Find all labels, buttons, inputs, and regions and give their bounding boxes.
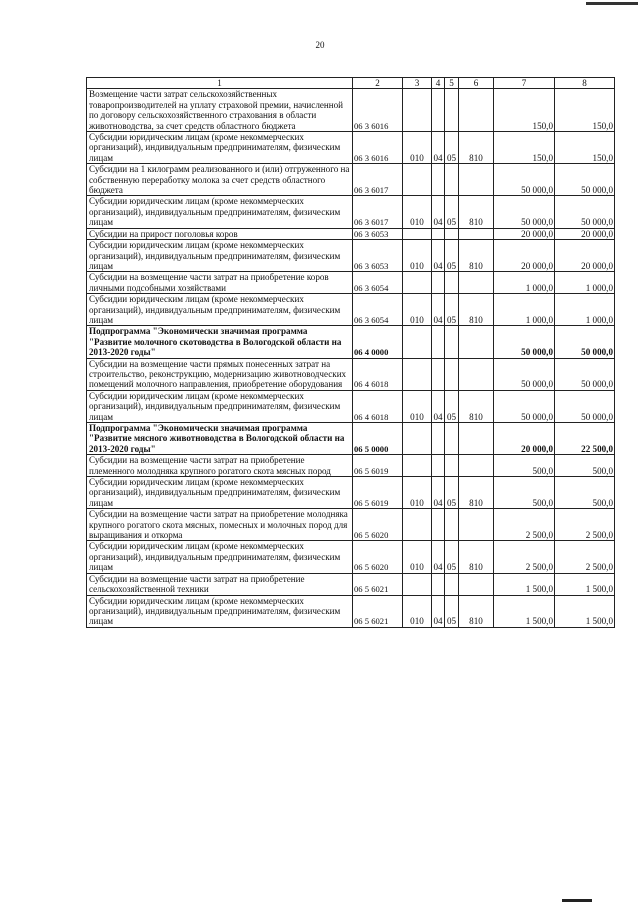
table-row — [87, 595, 615, 627]
row-name: Субсидии на возмещение части затрат на приобретение сельскохозяйственной техники — [87, 573, 353, 595]
table-row — [87, 240, 615, 272]
ministry-code: 010 — [403, 595, 432, 627]
amount-2013: 2 500,0 — [494, 509, 555, 541]
subsection-code — [445, 423, 459, 455]
ministry-code — [403, 272, 432, 294]
row-name: Субсидии на возмещение части затрат на приобретение племенного молодняка крупного рогатого скота мясных пород — [87, 455, 353, 477]
subsection-code — [445, 89, 459, 132]
budget-code: 06 3 6017 — [353, 196, 403, 228]
ministry-code — [403, 423, 432, 455]
table-row — [87, 509, 615, 541]
expense-type-code — [459, 423, 494, 455]
scan-edge-mark — [562, 899, 592, 902]
expense-type-code — [459, 455, 494, 477]
table-row — [87, 132, 615, 164]
subsection-code — [445, 573, 459, 595]
table-row — [87, 294, 615, 326]
subsection-code — [445, 164, 459, 196]
amount-2014: 2 500,0 — [555, 541, 615, 573]
subsection-code: 05 — [445, 132, 459, 164]
amount-2013: 50 000,0 — [494, 390, 555, 422]
header-cell: 1 — [87, 78, 353, 89]
budget-code: 06 5 6019 — [353, 477, 403, 509]
budget-code: 06 3 6053 — [353, 240, 403, 272]
row-name: Возмещение части затрат сельскохозяйственных товаропроизводителей на уплату страховой премии, начисленной по договору сельскохозяйственного страхования в области животноводства, за счет средств областного бюджета — [87, 89, 353, 132]
ministry-code — [403, 228, 432, 239]
expense-type-code: 810 — [459, 595, 494, 627]
amount-2014: 150,0 — [555, 89, 615, 132]
section-code — [432, 228, 445, 239]
budget-code: 06 5 6020 — [353, 541, 403, 573]
budget-code: 06 5 6020 — [353, 509, 403, 541]
amount-2013: 50 000,0 — [494, 196, 555, 228]
expense-type-code — [459, 509, 494, 541]
page-number: 20 — [315, 40, 325, 50]
amount-2014: 150,0 — [555, 132, 615, 164]
row-name: Субсидии юридическим лицам (кроме некоммерческих организаций), индивидуальным предпринимателям, физическим лицам — [87, 541, 353, 573]
section-code — [432, 89, 445, 132]
section-code — [432, 326, 445, 358]
amount-2013: 50 000,0 — [494, 358, 555, 390]
budget-code: 06 5 6019 — [353, 455, 403, 477]
subsection-code — [445, 272, 459, 294]
amount-2013: 50 000,0 — [494, 164, 555, 196]
amount-2014: 50 000,0 — [555, 196, 615, 228]
amount-2014: 1 500,0 — [555, 595, 615, 627]
ministry-code — [403, 455, 432, 477]
section-code: 04 — [432, 541, 445, 573]
amount-2013: 500,0 — [494, 455, 555, 477]
subsection-code: 05 — [445, 240, 459, 272]
amount-2013: 150,0 — [494, 132, 555, 164]
expense-type-code — [459, 228, 494, 239]
expense-type-code: 810 — [459, 294, 494, 326]
ministry-code: 010 — [403, 196, 432, 228]
budget-code: 06 4 6018 — [353, 358, 403, 390]
row-name: Субсидии юридическим лицам (кроме некоммерческих организаций), индивидуальным предпринимателям, физическим лицам — [87, 477, 353, 509]
subsection-code: 05 — [445, 595, 459, 627]
budget-code: 06 5 6021 — [353, 573, 403, 595]
amount-2013: 20 000,0 — [494, 228, 555, 239]
budget-code: 06 3 6016 — [353, 89, 403, 132]
table-row — [87, 164, 615, 196]
section-code: 04 — [432, 294, 445, 326]
amount-2014: 500,0 — [555, 455, 615, 477]
table-row — [87, 272, 615, 294]
amount-2014: 2 500,0 — [555, 509, 615, 541]
ministry-code: 010 — [403, 132, 432, 164]
ministry-code: 010 — [403, 240, 432, 272]
section-code — [432, 509, 445, 541]
subsection-code — [445, 358, 459, 390]
table-row — [87, 89, 615, 132]
budget-code: 06 4 0000 — [353, 326, 403, 358]
amount-2014: 50 000,0 — [555, 390, 615, 422]
expense-type-code — [459, 164, 494, 196]
table-row — [87, 358, 615, 390]
expense-type-code: 810 — [459, 196, 494, 228]
row-name: Субсидии юридическим лицам (кроме некоммерческих организаций), индивидуальным предпринимателям, физическим лицам — [87, 595, 353, 627]
expense-type-code — [459, 326, 494, 358]
expense-type-code: 810 — [459, 541, 494, 573]
budget-code: 06 3 6017 — [353, 164, 403, 196]
budget-code: 06 3 6053 — [353, 228, 403, 239]
subsection-code — [445, 228, 459, 239]
amount-2014: 22 500,0 — [555, 423, 615, 455]
table-row — [87, 390, 615, 422]
section-code — [432, 358, 445, 390]
amount-2014: 1 000,0 — [555, 294, 615, 326]
budget-table — [86, 77, 615, 628]
row-name: Субсидии юридическим лицам (кроме некоммерческих организаций), индивидуальным предпринимателям, физическим лицам — [87, 196, 353, 228]
header-cell: 8 — [555, 78, 615, 89]
table-row — [87, 326, 615, 358]
expense-type-code: 810 — [459, 390, 494, 422]
amount-2013: 2 500,0 — [494, 541, 555, 573]
amount-2013: 150,0 — [494, 89, 555, 132]
row-name: Подпрограмма "Экономически значимая программа "Развитие мясного животноводства в Вологодской области на 2013-2020 годы" — [87, 423, 353, 455]
header-cell: 3 — [403, 78, 432, 89]
ministry-code — [403, 509, 432, 541]
table-row — [87, 196, 615, 228]
section-code: 04 — [432, 240, 445, 272]
subsection-code: 05 — [445, 541, 459, 573]
amount-2014: 20 000,0 — [555, 228, 615, 239]
subsection-code — [445, 326, 459, 358]
subsection-code: 05 — [445, 294, 459, 326]
amount-2013: 20 000,0 — [494, 423, 555, 455]
subsection-code: 05 — [445, 390, 459, 422]
table-header-row — [87, 78, 615, 89]
amount-2014: 500,0 — [555, 477, 615, 509]
row-name: Субсидии юридическим лицам (кроме некоммерческих организаций), индивидуальным предпринимателям, физическим лицам — [87, 240, 353, 272]
row-name: Субсидии на прирост поголовья коров — [87, 228, 353, 239]
budget-code: 06 5 0000 — [353, 423, 403, 455]
header-cell: 4 — [432, 78, 445, 89]
budget-code: 06 3 6054 — [353, 294, 403, 326]
amount-2014: 50 000,0 — [555, 326, 615, 358]
subsection-code — [445, 455, 459, 477]
row-name: Субсидии на 1 килограмм реализованного и (или) отгруженного на собственную переработку молока за счет средств областного бюджета — [87, 164, 353, 196]
expense-type-code — [459, 89, 494, 132]
expense-type-code — [459, 272, 494, 294]
budget-code: 06 5 6021 — [353, 595, 403, 627]
ministry-code — [403, 164, 432, 196]
amount-2014: 50 000,0 — [555, 358, 615, 390]
budget-code: 06 3 6054 — [353, 272, 403, 294]
header-cell: 5 — [445, 78, 459, 89]
amount-2014: 1 500,0 — [555, 573, 615, 595]
amount-2013: 20 000,0 — [494, 240, 555, 272]
header-cell: 2 — [353, 78, 403, 89]
section-code: 04 — [432, 477, 445, 509]
row-name: Субсидии юридическим лицам (кроме некоммерческих организаций), индивидуальным предпринимателям, физическим лицам — [87, 294, 353, 326]
ministry-code: 010 — [403, 294, 432, 326]
table-row — [87, 477, 615, 509]
expense-type-code: 810 — [459, 477, 494, 509]
expense-type-code: 810 — [459, 240, 494, 272]
section-code — [432, 272, 445, 294]
expense-type-code — [459, 573, 494, 595]
header-cell: 6 — [459, 78, 494, 89]
section-code — [432, 573, 445, 595]
row-name: Субсидии юридическим лицам (кроме некоммерческих организаций), индивидуальным предпринимателям, физическим лицам — [87, 132, 353, 164]
ministry-code — [403, 573, 432, 595]
amount-2013: 1 000,0 — [494, 294, 555, 326]
ministry-code — [403, 89, 432, 132]
header-cell: 7 — [494, 78, 555, 89]
row-name: Субсидии на возмещение части затрат на приобретение коров личными подсобными хозяйствами — [87, 272, 353, 294]
amount-2014: 1 000,0 — [555, 272, 615, 294]
section-code: 04 — [432, 132, 445, 164]
subsection-code: 05 — [445, 196, 459, 228]
expense-type-code: 810 — [459, 132, 494, 164]
amount-2013: 1 000,0 — [494, 272, 555, 294]
ministry-code — [403, 358, 432, 390]
amount-2013: 1 500,0 — [494, 595, 555, 627]
section-code: 04 — [432, 595, 445, 627]
table-row — [87, 423, 615, 455]
budget-code: 06 4 6018 — [353, 390, 403, 422]
subsection-code: 05 — [445, 477, 459, 509]
amount-2013: 1 500,0 — [494, 573, 555, 595]
ministry-code — [403, 326, 432, 358]
row-name: Подпрограмма "Экономически значимая программа "Развитие молочного скотоводства в Вологодской области на 2013-2020 годы" — [87, 326, 353, 358]
scan-edge-mark — [586, 2, 638, 5]
table-row — [87, 455, 615, 477]
table-row — [87, 541, 615, 573]
amount-2013: 50 000,0 — [494, 326, 555, 358]
expense-type-code — [459, 358, 494, 390]
ministry-code: 010 — [403, 541, 432, 573]
budget-code: 06 3 6016 — [353, 132, 403, 164]
subsection-code — [445, 509, 459, 541]
section-code: 04 — [432, 390, 445, 422]
ministry-code: 010 — [403, 477, 432, 509]
table-row — [87, 228, 615, 239]
amount-2014: 20 000,0 — [555, 240, 615, 272]
row-name: Субсидии юридическим лицам (кроме некоммерческих организаций), индивидуальным предпринимателям, физическим лицам — [87, 390, 353, 422]
amount-2014: 50 000,0 — [555, 164, 615, 196]
row-name: Субсидии на возмещение части затрат на приобретение молодняка крупного рогатого скота мясных, помесных и молочных пород для выращивания и откорма — [87, 509, 353, 541]
section-code — [432, 455, 445, 477]
section-code — [432, 423, 445, 455]
section-code: 04 — [432, 196, 445, 228]
ministry-code: 010 — [403, 390, 432, 422]
section-code — [432, 164, 445, 196]
row-name: Субсидии на возмещение части прямых понесенных затрат на строительство, реконструкцию, модернизацию животноводческих помещений молочного направления, приобретение оборудования — [87, 358, 353, 390]
amount-2013: 500,0 — [494, 477, 555, 509]
table-row — [87, 573, 615, 595]
